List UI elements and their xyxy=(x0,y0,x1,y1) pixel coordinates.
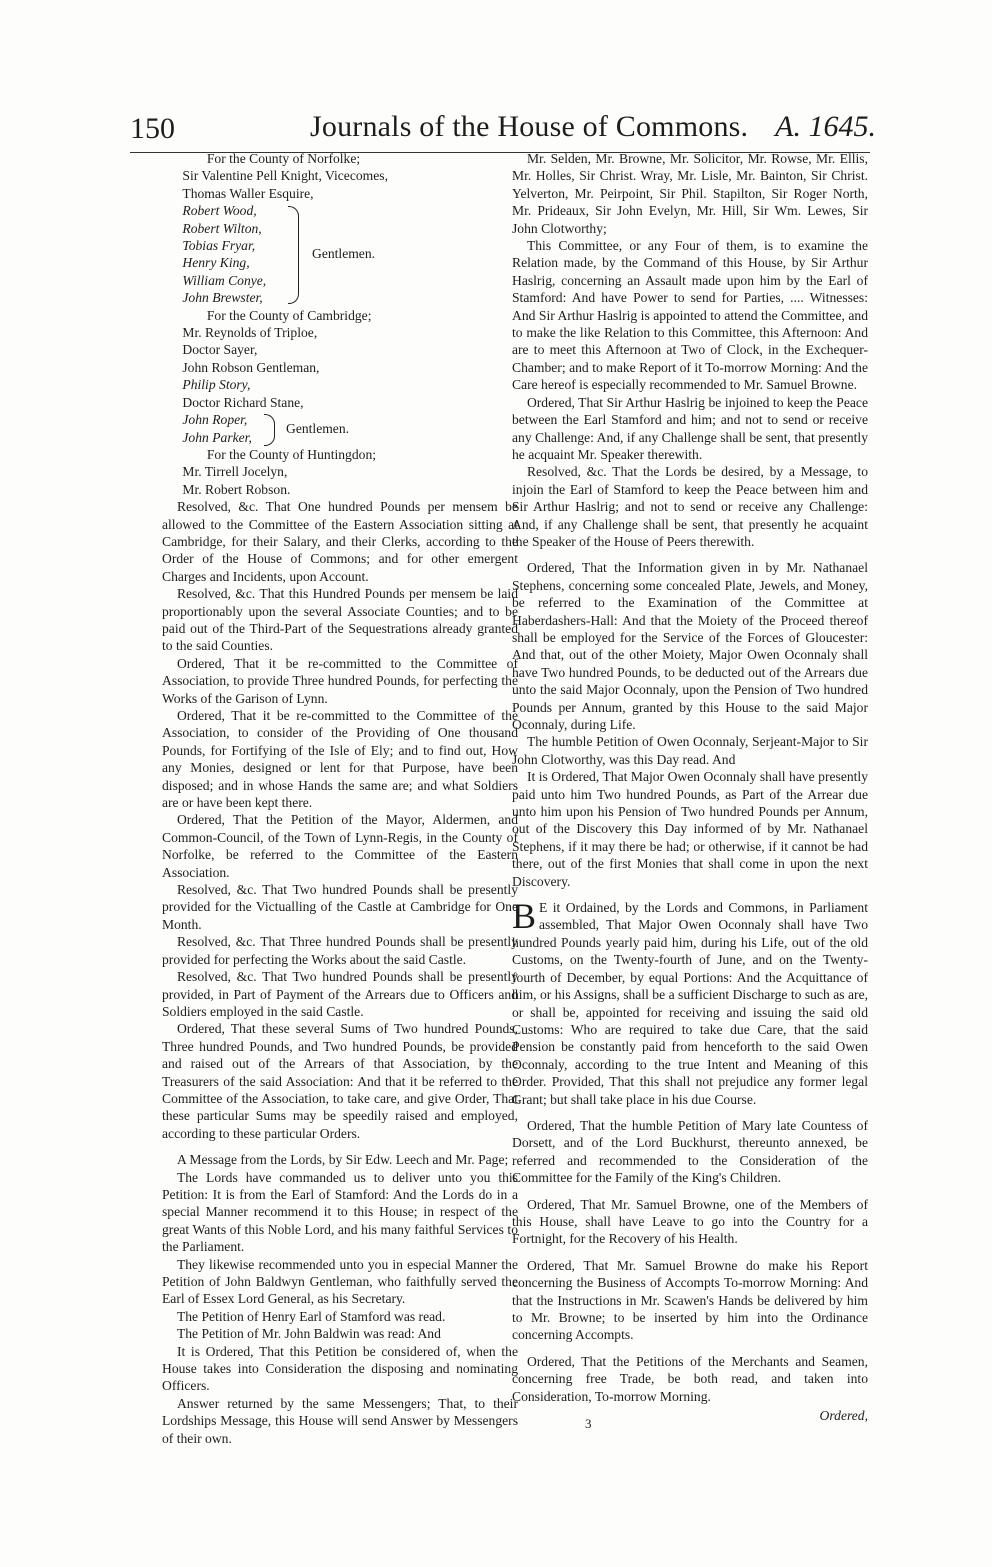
cambridge-list xyxy=(162,324,518,446)
page-header xyxy=(130,108,876,153)
left-column xyxy=(162,150,518,1447)
paragraph: Ordered, That Mr. Samuel Browne, one of the Members of this House, shall have Leave to go into the Country for a Fortnight, for the Recovery of his Health. xyxy=(512,1196,868,1247)
list-item: Robert Wilton, xyxy=(182,220,262,236)
list-item: Doctor Richard Stane, xyxy=(182,394,304,410)
norfolk-heading: For the County of Norfolke; xyxy=(206,151,361,166)
year: A. 1645. xyxy=(775,110,876,143)
paragraph: Ordered, That the humble Petition of Mary late Countess of Dorsett, and of the Lord Buckhurst, thereunto annexed, be referred and recommended to the Consideration of the Committee for the Family of the King's Children. xyxy=(512,1117,868,1186)
list-item: Mr. Reynolds of Triploe, xyxy=(182,325,318,341)
huntingdon-list xyxy=(162,463,518,498)
norfolk-line-1: Sir Valentine Pell Knight, Vicecomes, xyxy=(182,168,388,184)
paragraph: Resolved, &c. That One hundred Pounds per mensem be allowed to the Committee of the Eastern Association sitting at Cambridge, for their Salary, and their Clerks, according to the Order of the House of Commons; and for other emergent Charges and Incidents, upon Account. xyxy=(162,499,518,584)
drop-cap: B xyxy=(512,896,537,937)
huntingdon-heading: For the County of Huntingdon; xyxy=(206,446,377,462)
paragraph: Resolved, &c. That Three hundred Pounds shall be presently provided for perfecting the Works about the said Castle. xyxy=(162,934,518,967)
paragraph: This Committee, or any Four of them, is to examine the Relation made, by the Command of this House, by Sir Arthur Haslrig, concerning an Assault made upon him by the Earl of Stamford: And have Power to send for Parties, .... Witnesses: And Sir Arthur Haslrig is appointed to attend the Committee, and to make the like Relation to this Committee, this Afternoon: And are to meet this Afternoon at Two of Clock, in the Exchequer-Chamber; and to make Report of it To-morrow Morning: And the Care hereof is especially recommended to Mr. Samuel Browne. xyxy=(512,238,868,393)
norfolk-gentlemen-list xyxy=(162,202,518,306)
list-item: Tobias Fryar, xyxy=(182,238,256,254)
paragraph: Ordered, That the Petitions of the Merchants and Seamen, concerning free Trade, be both read, and taken into Consideration, To-morrow Morning. xyxy=(512,1353,868,1404)
paragraph: A Message from the Lords, by Sir Edw. Leech and Mr. Page; xyxy=(176,1152,509,1168)
paragraph: Ordered, That these several Sums of Two hundred Pounds, Three hundred Pounds, and Two hundred Pounds, be provided and raised out of the Arrears of that Association, by the Treasurers of the said Association: And that it be referred to the Committee of the Association, to take care, and give Order, That these particular Sums may be speedily raised and employed, according to these particular Orders. xyxy=(162,1021,518,1141)
gentlemen-label: Gentlemen. xyxy=(286,421,350,437)
paragraph: Mr. Selden, Mr. Browne, Mr. Solicitor, Mr. Rowse, Mr. Ellis, Mr. Holles, Sir Christ. Wray, Mr. Lisle, Mr. Bainton, Sir Christ. Yelverton, Mr. Peirpoint, Sir Phil. Stapilton, Sir Roger North, Mr. Prideaux, Sir John Evelyn, Mr. Hill, Sir Wm. Lewes, Sir John Clotworthy; xyxy=(512,151,868,236)
running-title: Journals of the House of Commons. xyxy=(310,110,749,143)
paragraph: Ordered, That Sir Arthur Haslrig be injoined to keep the Peace between the Earl Stamford and him; and not to send or receive any Challenge: And, if any Challenge shall be sent, that presently he acquaint Mr. Speaker therewith. xyxy=(512,394,868,462)
signature-mark: 3 xyxy=(585,1416,592,1431)
paragraph: It is Ordered, That this Petition be considered of, when the House takes into Consideration the disposing and nominating Officers. xyxy=(162,1343,518,1394)
paragraph: Resolved, &c. That this Hundred Pounds per mensem be laid proportionably upon the several Associate Counties; and to be paid out of the Third-Part of the Sequestrations already granted to the said Counties. xyxy=(162,586,518,654)
list-item: William Conye, xyxy=(182,272,267,288)
paragraph: Resolved, &c. That Two hundred Pounds shall be presently provided, in Part of Payment of the Arrears due to Officers and Soldiers employed in the said Castle. xyxy=(162,969,518,1019)
paragraph: The Petition of Henry Earl of Stamford was read. xyxy=(176,1308,446,1324)
paragraph: Answer returned by the same Messengers; That, to their Lordships Message, this House will send Answer by Messengers of their own. xyxy=(162,1395,518,1446)
paragraph: The Petition of Mr. John Baldwin was read: And xyxy=(176,1326,441,1342)
paragraph: Ordered, That the Petition of the Mayor, Aldermen, and Common-Council, of the Town of Lynn-Regis, in the County of Norfolke, be referred to the Committee of the Eastern Association. xyxy=(162,812,518,880)
cambridge-heading: For the County of Cambridge; xyxy=(206,307,372,323)
list-item: Henry King, xyxy=(182,255,250,271)
ordinance-text: E it Ordained, by the Lords and Commons, in Parliament assembled, That Major Owen Oconnaly shall have Two hundred Pounds yearly paid him, during his Life, out of the old Customs, on the Twenty-fourth of June, and on the Twenty-fourth of December, by equal Portions: And the Acquittance of him, or his Assigns, shall be a sufficient Discharge to such as are, or shall be, appointed for receiving and issuing the said old Customs: Who are required to take due Care, that the said Pension be constantly paid from henceforth to the said Owen Oconnaly, according to the true Intent and Meaning of this Order. Provided, That this shall not prejudice any former legal Grant; but shall take place in his due Course. xyxy=(512,900,868,1107)
paragraph: It is Ordered, That Major Owen Oconnaly shall have presently paid unto him Two hundred Pounds, as Part of the Arrear due unto him upon his Pension of Two hundred Pounds per Annum, out of the Discovery this Day informed of by Mr. Nathanael Stephens, if it may there be had; or otherwise, if it cannot be had there, out of the first Monies that shall come in upon the next Discovery. xyxy=(512,769,868,889)
ordinance-paragraph xyxy=(512,896,868,1108)
paragraph: Ordered, That the Information given in by Mr. Nathanael Stephens, concerning some concealed Plate, Jewels, and Money, be referred to the Examination of the Committee at Haberdashers-Hall: And that the Moiety of the Proceed thereof shall be employed for the Service of the Forces of Gloucester: And that, out of the other Moiety, Major Owen Oconnaly shall have Two hundred Pounds, to be deducted out of the Arrears due unto the said Major Oconnaly, upon the Pension of Two hundred Pounds per Annum, granted by this House to the said Major Oconnaly, during Life. xyxy=(512,560,868,732)
paragraph: The humble Petition of Owen Oconnaly, Serjeant-Major to Sir John Clotworthy, was this Day read. And xyxy=(512,734,868,767)
list-item: Mr. Robert Robson. xyxy=(182,481,291,497)
norfolk-line-2: Thomas Waller Esquire, xyxy=(182,185,314,201)
paragraph: Resolved, &c. That the Lords be desired, by a Message, to injoin the Earl of Stamford to keep the Peace between him and Sir Arthur Haslrig; and not to send or receive any Challenge: And, if any Challenge shall be sent, that presently he acquaint the Speaker of the House of Peers therewith. xyxy=(512,464,868,549)
list-item: Mr. Tirrell Jocelyn, xyxy=(182,464,288,480)
brace xyxy=(288,206,299,304)
list-item: John Roper, xyxy=(182,412,248,428)
list-item: Robert Wood, xyxy=(182,203,257,219)
right-column xyxy=(512,150,868,1424)
page-number: 150 xyxy=(130,112,175,145)
list-item: Philip Story, xyxy=(182,377,251,393)
paragraph: Ordered, That it be re-committed to the Committee of Association, to provide Three hundred Pounds, for perfecting the Works of the Garison of Lynn. xyxy=(162,655,518,706)
paragraph: Ordered, That Mr. Samuel Browne do make his Report concerning the Business of Accompts To-morrow Morning: And that the Instructions in Mr. Scawen's Hands be delivered by him to Mr. Browne; to be inserted by him into the Ordinance concerning Accompts. xyxy=(512,1257,868,1343)
list-item: John Robson Gentleman, xyxy=(182,359,320,375)
paragraph: The Lords have commanded us to deliver unto you this Petition: It is from the Earl of Stamford: And the Lords do in a special Manner recommend it to this House; in respect of the great Wants of this Noble Lord, and his many faithful Services to the Parliament. xyxy=(162,1169,518,1255)
catchword: Ordered, xyxy=(819,1408,868,1424)
paragraph: Resolved, &c. That Two hundred Pounds shall be presently provided for the Victualling of the Castle at Cambridge for One Month. xyxy=(162,882,518,932)
paragraph: Ordered, That it be re-committed to the Committee of the Association, to consider of the Providing of One thousand Pounds, for Fortifying of the Isle of Ely; and to find out, How any Monies, designed or lent for that Purpose, have been disposed; and in whose Hands the same are; and what Soldiers are or have been kept there. xyxy=(162,708,518,811)
list-item: John Brewster, xyxy=(182,290,263,306)
gentlemen-label: Gentlemen. xyxy=(312,246,376,262)
list-item: Doctor Sayer, xyxy=(182,342,258,358)
paragraph: They likewise recommended unto you in especial Manner the Petition of John Baldwyn Gentleman, who faithfully served the Earl of Essex Lord General, as his Secretary. xyxy=(162,1256,518,1307)
brace xyxy=(264,414,275,446)
list-item: John Parker, xyxy=(182,429,252,445)
